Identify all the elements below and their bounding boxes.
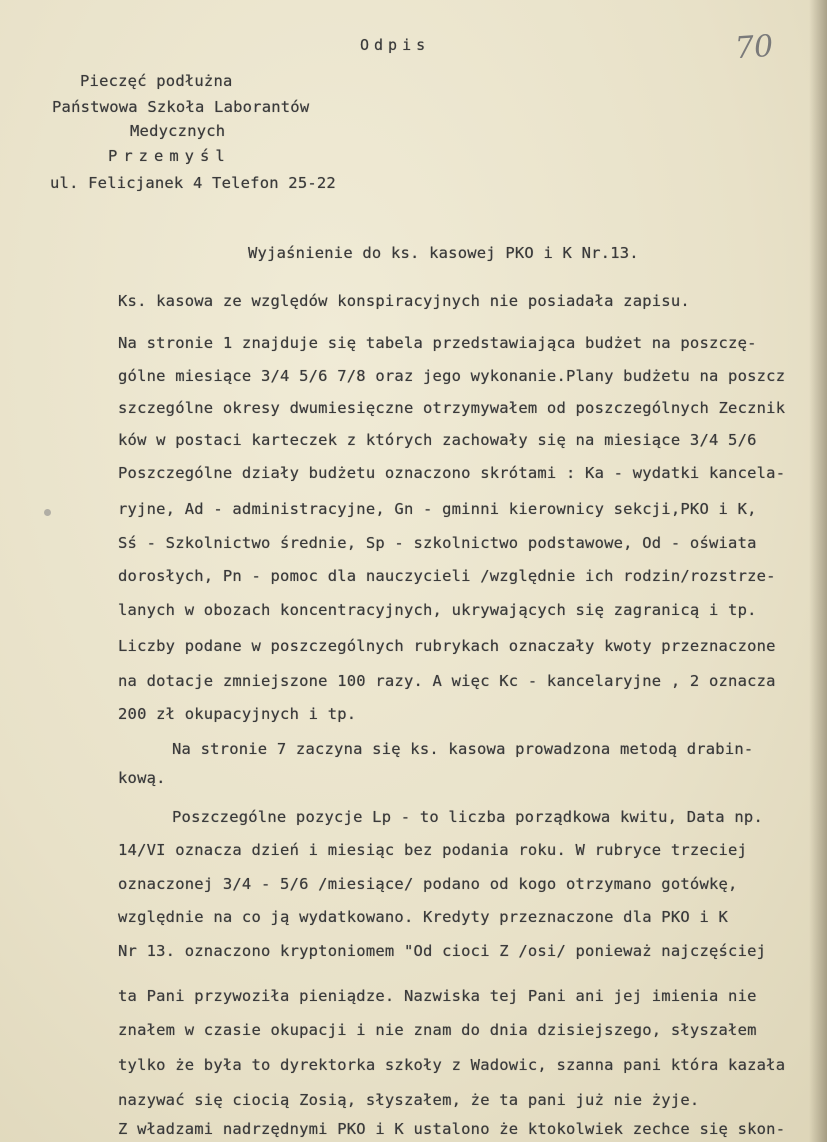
body-line: ryjne, Ad - administracyjne, Gn - gminni kierownicy sekcji,PKO i K, — [118, 500, 757, 518]
handwritten-page-number: 70 — [733, 28, 775, 67]
body-line: Liczby podane w poszczególnych rubrykach oznaczały kwoty przeznaczone — [118, 637, 776, 655]
body-line: Na stronie 7 zaczyna się ks. kasowa prowadzona metodą drabin- — [172, 740, 754, 758]
body-line: Poszczególne pozycje Lp - to liczba porządkowa kwitu, Data np. — [172, 808, 763, 826]
body-line: kową. — [118, 769, 166, 787]
body-line: 14/VI oznacza dzień i miesiąc bez podania roku. W rubryce trzeciej — [118, 841, 748, 859]
body-line: tylko że była to dyrektorka szkoły z Wadowic, szanna pani która kazała — [118, 1056, 786, 1074]
body-line: Nr 13. oznaczono kryptoniomem "Od cioci Z /osi/ ponieważ najczęściej — [118, 942, 767, 960]
body-line: oznaczonej 3/4 - 5/6 /miesiące/ podano od kogo otrzymano gotówkę, — [118, 875, 738, 893]
body-line: Poszczególne działy budżetu oznaczono skrótami : Ka - wydatki kancela- — [118, 464, 786, 482]
subject-line: Wyjaśnienie do ks. kasowej PKO i K Nr.13. — [248, 244, 639, 262]
body-line: lanych w obozach koncentracyjnych, ukrywających się zagranicą i tp. — [118, 601, 757, 619]
document-title: Odpis — [360, 36, 431, 54]
body-line: Z władzami nadrzędnymi PKO i K ustalono że ktokolwiek zechce się skon- — [118, 1120, 786, 1138]
body-line: Ks. kasowa ze względów konspiracyjnych nie posiadała zapisu. — [118, 292, 690, 310]
body-line: Na stronie 1 znajduje się tabela przedstawiająca budżet na poszczę- — [118, 334, 757, 352]
stamp-line-1: Pieczęć podłużna — [80, 72, 233, 90]
body-line: Sś - Szkolnictwo średnie, Sp - szkolnictwo podstawowe, Od - oświata — [118, 534, 757, 552]
body-line: ta Pani przywoziła pieniądze. Nazwiska tej Pani ani jej imienia nie — [118, 987, 757, 1005]
stamp-line-3: Medycznych — [130, 122, 226, 140]
body-line: nazywać się ciocią Zosią, słyszałem, że ta pani już nie żyje. — [118, 1091, 700, 1109]
body-line: na dotacje zmniejszone 100 razy. A więc Kc - kancelaryjne , 2 oznacza — [118, 672, 776, 690]
stamp-line-2: Państwowa Szkoła Laborantów — [52, 98, 310, 116]
body-line: względnie na co ją wydatkowano. Kredyty przeznaczone dla PKO i K — [118, 908, 729, 926]
body-line: dorosłych, Pn - pomoc dla nauczycieli /względnie ich rodzin/rozstrze- — [118, 567, 776, 585]
stamp-line-5: ul. Felicjanek 4 Telefon 25-22 — [50, 174, 336, 192]
body-line: szczególne okresy dwumiesięczne otrzymywałem od poszczególnych Zecznik — [118, 399, 786, 417]
body-line: ków w postaci karteczek z których zachowały się na miesiące 3/4 5/6 — [118, 431, 757, 449]
stamp-line-4: Przemyśl — [108, 147, 231, 165]
body-line: znałem w czasie okupacji i nie znam do dnia dzisiejszego, słyszałem — [118, 1021, 757, 1039]
page-edge-shadow — [809, 0, 827, 1142]
punch-hole-mark — [44, 509, 51, 516]
body-line: gólne miesiące 3/4 5/6 7/8 oraz jego wykonanie.Plany budżetu na poszcz — [118, 367, 786, 385]
body-line: 200 zł okupacyjnych i tp. — [118, 705, 357, 723]
